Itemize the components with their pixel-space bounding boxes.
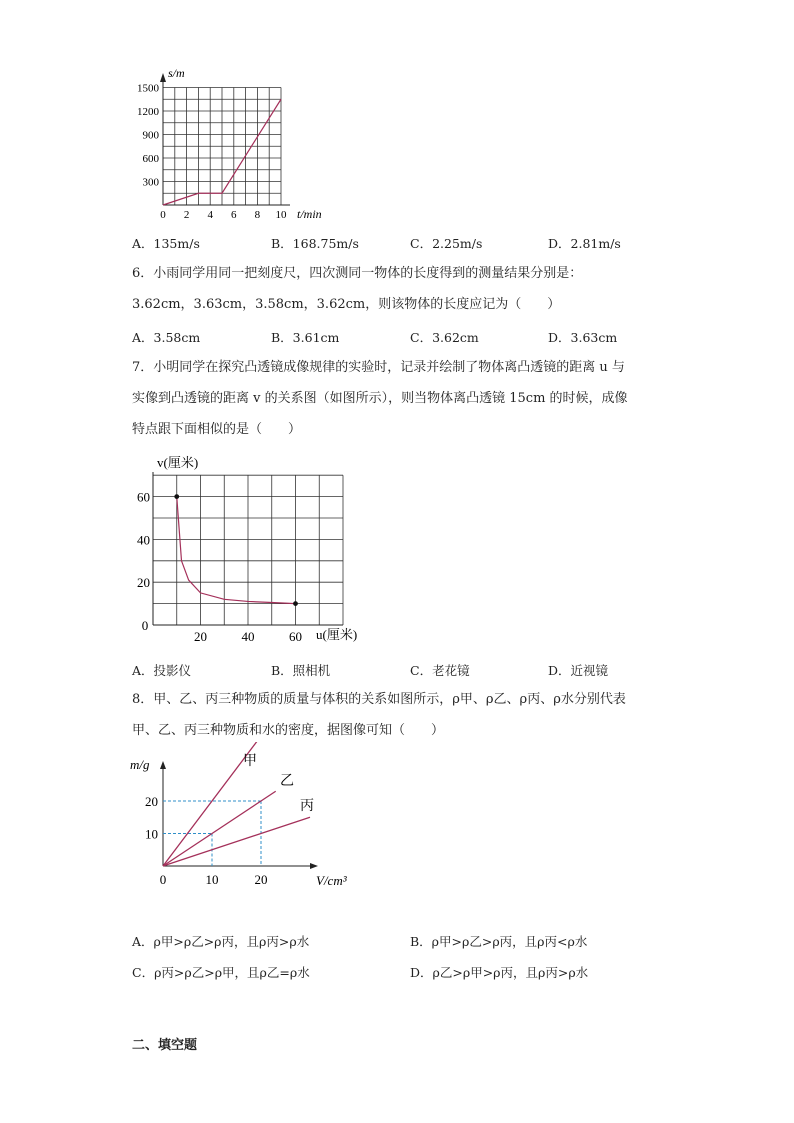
chart3-ytick-label: 20	[145, 794, 158, 809]
chart-s-t	[0, 0, 794, 230]
chart1-ytick-label: 300	[142, 176, 159, 189]
q8-option-c[interactable]: C．ρ丙>ρ乙>ρ甲，且ρ乙=ρ水	[132, 965, 310, 980]
chart3-line-yi	[163, 791, 276, 866]
chart2-xtick-label: 40	[241, 629, 255, 644]
chart2-xlabel: u(厘米)	[316, 627, 358, 642]
chart2-ytick-label: 40	[137, 532, 150, 548]
chart1-ytick-label: 600	[142, 153, 159, 165]
q8-option-d[interactable]: D．ρ乙>ρ甲>ρ丙，且ρ丙>ρ水	[410, 965, 589, 980]
chart1-xlabel: t/min	[297, 207, 322, 221]
chart1-ytick-label: 1500	[137, 82, 159, 95]
chart2-xtick-label: 0	[141, 618, 149, 633]
chart3-label-jia: 甲	[243, 754, 257, 769]
q5-option-a[interactable]: A．135m/s	[132, 236, 200, 251]
chart2-point-start	[174, 494, 179, 499]
q6-stem-line2: 3.62cm，3.63cm，3.58cm，3.62cm，则该物体的长度应记为（ ）	[132, 297, 561, 312]
chart2-grid	[153, 475, 343, 625]
chart3-x-arrow	[310, 863, 318, 869]
chart1-xtick-label: 4	[207, 209, 213, 221]
chart1-xtick-label: 2	[183, 209, 190, 221]
chart1-xtick-label: 6	[231, 209, 237, 221]
chart2-ytick-label: 20	[137, 575, 150, 591]
chart2-xtick-label: 20	[194, 629, 207, 644]
chart2-series-curve	[177, 497, 296, 604]
chart3-xtick-label: 0	[159, 872, 167, 887]
q6-option-a[interactable]: A．3.58cm	[132, 330, 201, 345]
q8-stem-line1: 8．甲、乙、丙三种物质的质量与体积的关系如图所示，ρ甲、ρ乙、ρ丙、ρ水分别代表	[132, 692, 626, 707]
q5-option-b[interactable]: B．168.75m/s	[271, 236, 359, 251]
chart3-xtick-label: 10	[205, 872, 219, 887]
section-title-fill-in-blank: 二、填空题	[132, 1038, 198, 1053]
chart3-ytick-label: 10	[145, 826, 158, 842]
chart1-xtick-label: 10	[275, 209, 287, 221]
chart3-xtick-label: 20	[254, 872, 268, 887]
chart1-ytick-label: 1200	[137, 106, 159, 118]
chart3-xlabel: V/cm³	[316, 873, 347, 888]
q6-option-d[interactable]: D．3.63cm	[548, 330, 618, 345]
chart3-y-arrow	[160, 761, 166, 769]
chart-v-u	[0, 450, 794, 650]
chart3-label-bing: 丙	[300, 799, 314, 814]
chart2-ytick-label: 60	[137, 489, 150, 505]
q8-option-a[interactable]: A．ρ甲>ρ乙>ρ丙，且ρ丙>ρ水	[132, 934, 310, 949]
chart1-xtick-label: 8	[254, 209, 261, 221]
q7-option-c[interactable]: C．老花镜	[410, 663, 470, 678]
chart1-ytick-label: 900	[142, 129, 159, 142]
chart1-ylabel: s/m	[168, 66, 185, 80]
q7-option-d[interactable]: D．近视镜	[548, 663, 609, 678]
chart3-ylabel: m/g	[130, 757, 150, 772]
q8-option-b[interactable]: B．ρ甲>ρ乙>ρ丙，且ρ丙<ρ水	[410, 934, 588, 949]
chart1-grid	[163, 88, 281, 206]
chart-m-V	[0, 742, 794, 902]
chart1-xtick-label: 0	[160, 209, 166, 221]
q6-option-b[interactable]: B．3.61cm	[271, 330, 340, 345]
q7-stem-line1: 7．小明同学在探究凸透镜成像规律的实验时，记录并绘制了物体离凸透镜的距离 u 与	[132, 360, 625, 375]
chart3-line-bing	[163, 817, 310, 866]
chart2-ylabel: v(厘米)	[157, 455, 199, 470]
q7-stem-line2: 实像到凸透镜的距离 v 的关系图（如图所示），则当物体离凸透镜 15cm 的时候，成像	[132, 391, 628, 406]
q8-stem-line2: 甲、乙、丙三种物质和水的密度，据图像可知（ ）	[132, 723, 445, 738]
chart2-xtick-label: 60	[289, 629, 302, 644]
chart3-label-yi: 乙	[280, 774, 294, 789]
q5-option-c[interactable]: C．2.25m/s	[410, 236, 483, 251]
q6-stem-line1: 6．小雨同学用同一把刻度尺，四次测同一物体的长度得到的测量结果分别是：	[132, 266, 583, 281]
q5-option-d[interactable]: D．2.81m/s	[548, 236, 621, 251]
q7-stem-line3: 特点跟下面相似的是（ ）	[132, 422, 302, 437]
chart1-y-arrow	[160, 73, 166, 82]
q6-option-c[interactable]: C．3.62cm	[410, 330, 479, 345]
chart2-point-end	[293, 601, 298, 606]
q7-option-a[interactable]: A．投影仪	[132, 663, 192, 678]
q7-option-b[interactable]: B．照相机	[271, 663, 331, 678]
